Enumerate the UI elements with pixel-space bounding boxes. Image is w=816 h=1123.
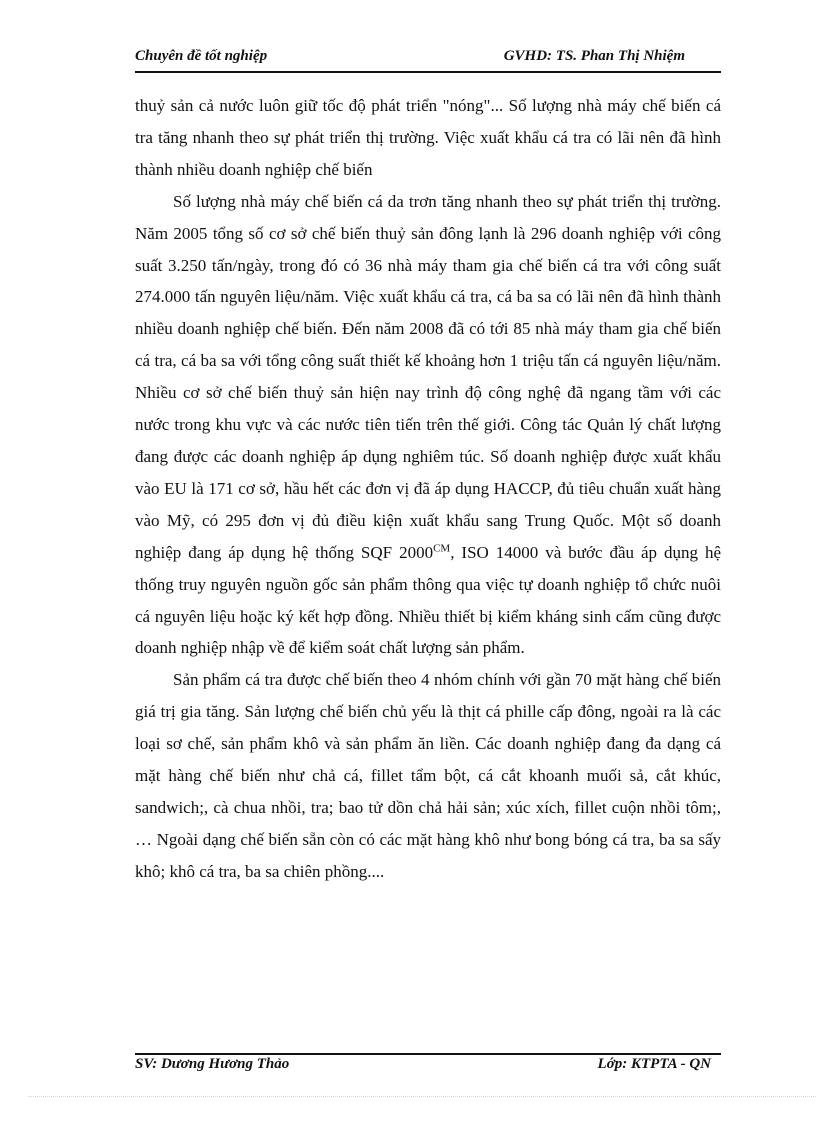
- paragraph-3: Sản phẩm cá tra được chế biến theo 4 nhóm chính với gần 70 mặt hàng chế biến giá trị gia tăng. Sản lượng chế biến chủ yếu là thịt cá phille cấp đông, ngoài ra là các loại sơ chế, sản phẩm khô và sản phẩm ăn liền. Các doanh nghiệp đang đa dạng cá mặt hàng chế biến như chả cá, fillet tẩm bột, cá cắt khoanh muối sả, cắt khúc, sandwich;, cà chua nhồi, tra; bao tử dồn chả hải sản; xúc xích, fillet cuộn nhồi tôm;, … Ngoài dạng chế biến sẵn còn có các mặt hàng khô như bong bóng cá tra, ba sa sấy khô; khô cá tra, ba sa chiên phồng....: [135, 670, 721, 881]
- footer-class: Lớp: KTPTA - QN: [597, 1056, 711, 1072]
- header-supervisor: GVHD: TS. Phan Thị Nhiệm: [503, 48, 685, 64]
- header-divider: [135, 71, 721, 73]
- page-header: [135, 48, 721, 70]
- paragraph-2-part-1: Số lượng nhà máy chế biến cá da trơn tăng nhanh theo sự phát triển thị trường. Năm 2005 tổng số cơ sở chế biến thuỷ sản đông lạnh là 296 doanh nghiệp với công suất 3.250 tấn/ngày, trong đó có 36 nhà máy tham gia chế biến cá tra với công suất 274.000 tấn nguyên liệu/năm. Việc xuất khẩu cá tra, cá ba sa có lãi nên đã hình thành nhiều doanh nghiệp chế biến. Đến năm 2008 đã có tới 85 nhà máy tham gia chế biến cá tra, cá ba sa với tổng công suất thiết kế khoảng hơn 1 triệu tấn cá nguyên liệu/năm. Nhiều cơ sở chế biến thuỷ sản hiện nay trình độ công nghệ đã ngang tầm với các nước trong khu vực và các nước tiên tiến trên thế giới. Công tác Quản lý chất lượng đang được các doanh nghiệp áp dụng nghiêm túc. Số doanh nghiệp được xuất khẩu vào EU là 171 cơ sở, hầu hết các đơn vị đã áp dụng HACCP, đủ tiêu chuẩn xuất hàng vào Mỹ, có 295 đơn vị đủ điều kiện xuất khẩu sang Trung Quốc. Một số doanh nghiệp đang áp dụng hệ thống SQF 2000: [135, 191, 721, 562]
- paragraph-1: thuỷ sản cả nước luôn giữ tốc độ phát triển "nóng"... Số lượng nhà máy chế biến cá tra tăng nhanh theo sự phát triển thị trường. Việc xuất khẩu cá tra có lãi nên đã hình thành nhiều doanh nghiệp chế biến: [135, 96, 721, 179]
- page-footer: [135, 1056, 721, 1078]
- page-edge-divider: [28, 1096, 816, 1097]
- document-body: [135, 90, 721, 888]
- paragraph-2-part-2: , ISO 14000 và bước đầu áp dụng hệ thống truy nguyên nguồn gốc sản phẩm thông qua việc tự doanh nghiệp tổ chức nuôi cá nguyên liệu hoặc ký kết hợp đồng. Nhiều thiết bị kiểm kháng sinh cấm cũng được doanh nghiệp nhập về để kiểm soát chất lượng sản phẩm.: [135, 542, 721, 658]
- footer-student: SV: Dương Hương Thảo: [135, 1056, 290, 1072]
- superscript-cm: CM: [433, 542, 451, 555]
- header-title: Chuyên đề tốt nghiệp: [135, 48, 268, 64]
- footer-divider: [135, 1053, 721, 1055]
- paragraph-2: [135, 186, 721, 665]
